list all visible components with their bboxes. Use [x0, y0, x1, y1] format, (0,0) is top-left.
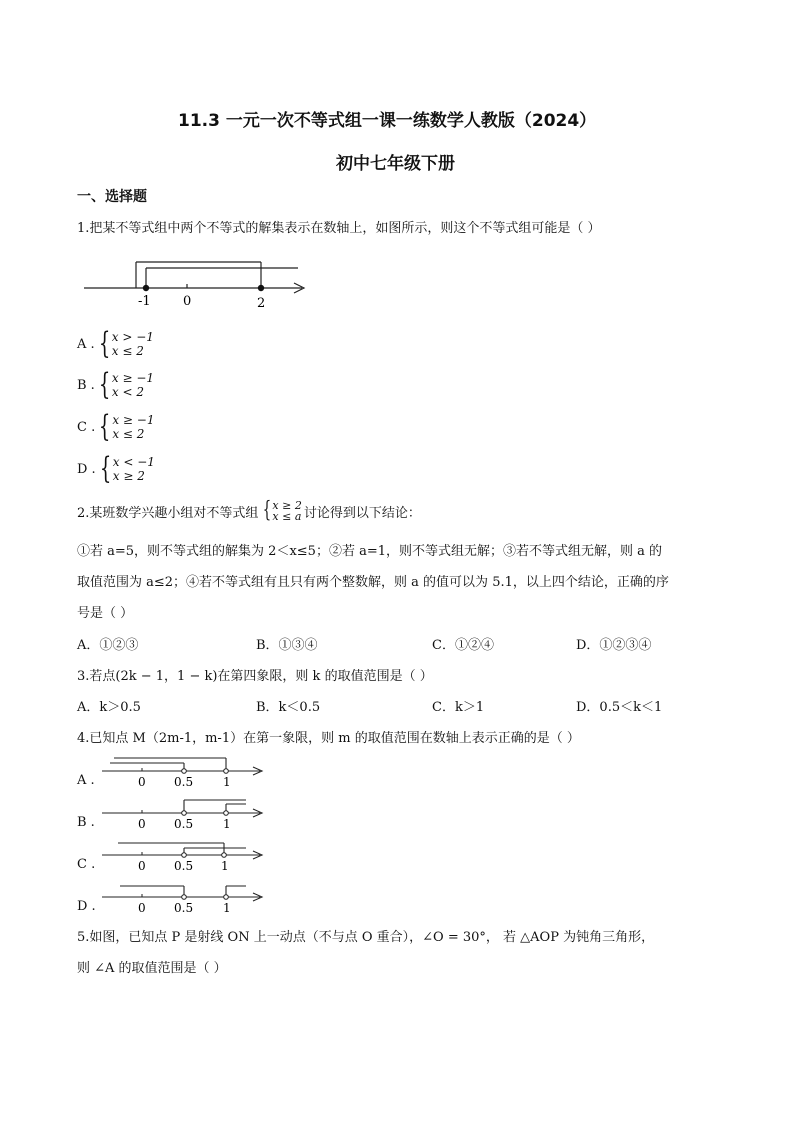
q3-option-a[interactable]: A．k＞0.5 [77, 700, 141, 715]
svg-text:0: 0 [138, 775, 146, 789]
svg-text:1: 1 [223, 901, 231, 915]
q2-option-c[interactable]: C．①②④ [432, 638, 494, 653]
q3-option-b[interactable]: B．k＜0.5 [256, 700, 321, 715]
question-3-stem: 3.若点(2k − 1，1 − k)在第四象限，则 k 的取值范围是（ ） [77, 669, 433, 684]
question-2-body-line1: ①若 a=5，则不等式组的解集为 2＜x≤5；②若 a=1，则不等式组无解；③若不等式组无解，则 a 的 [77, 544, 663, 559]
svg-text:0.5: 0.5 [174, 817, 194, 831]
svg-text:0: 0 [138, 859, 146, 873]
question-1-stem: 1.把某不等式组中两个不等式的解集表示在数轴上，如图所示，则这个不等式组可能是（ ） [77, 221, 601, 236]
svg-text:0.5: 0.5 [174, 859, 194, 873]
question-2-body-line2: 取值范围为 a≤2；④若不等式组有且只有两个整数解，则 a 的值可以为 5.1，以上四个结论，正确的序 [77, 575, 669, 590]
q1-option-b[interactable]: B . { x ≥ −1 x < 2 [77, 367, 155, 402]
svg-text:1: 1 [223, 775, 231, 789]
page-subtitle: 初中七年级下册 [336, 154, 455, 174]
q3-option-d[interactable]: D．0.5＜k＜1 [576, 700, 663, 715]
section-heading: 一、选择题 [77, 189, 147, 205]
q4-option-b-label[interactable]: B . [77, 815, 95, 830]
q1-option-d[interactable]: D . { x < −1 x ≥ 2 [77, 451, 155, 486]
q3-option-c[interactable]: C．k＞1 [432, 700, 485, 715]
question-5-line1: 5.如图，已知点 P 是射线 ON 上一动点（不与点 O 重合），∠O = 30°， 若 △AOP 为钝角三角形， [77, 930, 655, 945]
svg-text:0: 0 [138, 901, 146, 915]
page-title: 11.3 一元一次不等式组一课一练数学人教版（2024） [178, 111, 597, 131]
svg-text:0.5: 0.5 [174, 775, 194, 789]
question-4-stem: 4.已知点 M（2m-1，m-1）在第一象限，则 m 的取值范围在数轴上表示正确的是（ ） [77, 731, 580, 746]
q4-option-c-label[interactable]: C . [77, 857, 96, 872]
q4-option-a-label[interactable]: A . [77, 773, 95, 788]
q4-option-b-number-line[interactable] [96, 797, 266, 833]
q1-option-a[interactable]: A . { x > −1 x ≤ 2 [77, 326, 154, 361]
q1-option-c[interactable]: C . { x ≥ −1 x ≤ 2 [77, 409, 155, 444]
q4-option-a-number-line[interactable] [96, 755, 266, 791]
q2-option-d[interactable]: D．①②③④ [576, 638, 652, 653]
q4-option-c-number-line[interactable] [96, 839, 266, 875]
svg-text:0.5: 0.5 [174, 901, 194, 915]
q2-option-a[interactable]: A．①②③ [77, 638, 139, 653]
q2-option-b[interactable]: B．①③④ [256, 638, 318, 653]
svg-text:0: 0 [138, 817, 146, 831]
axis-label-neg1: -1 [138, 294, 151, 309]
question-2-body-line3: 号是（ ） [77, 606, 134, 621]
question-1-number-line [80, 258, 315, 310]
axis-label-2: 2 [257, 296, 266, 310]
svg-text:1: 1 [221, 859, 229, 873]
question-5-line2: 则 ∠A 的取值范围是（ ） [77, 961, 227, 976]
q4-option-d-label[interactable]: D . [77, 899, 96, 914]
q4-option-d-number-line[interactable] [96, 881, 266, 917]
svg-text:1: 1 [223, 817, 231, 831]
axis-label-0: 0 [183, 294, 192, 309]
question-2-stem: 2.某班数学兴趣小组对不等式组 { x ≥ 2 x ≤ a 讨论得到以下结论： [77, 498, 421, 523]
